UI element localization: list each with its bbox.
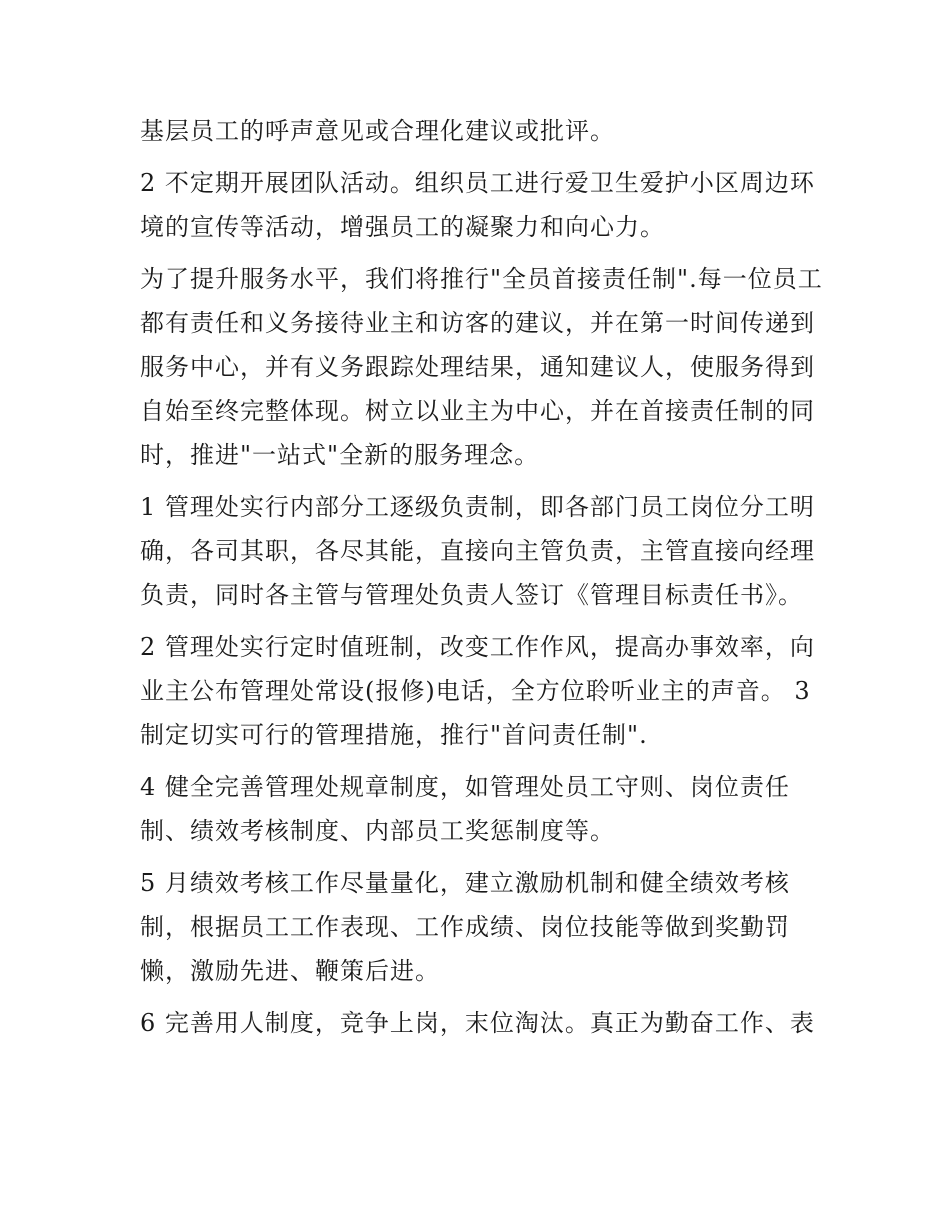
paragraph (140, 485, 830, 617)
text-line: 5 月绩效考核工作尽量量化，建立激励机制和健全绩效考核 (140, 869, 790, 897)
paragraph (140, 161, 830, 249)
text-line: 制，根据员工工作表现、工作成绩、岗位技能等做到奖勤罚 (140, 913, 790, 941)
paragraph (140, 257, 830, 477)
text-line: 1 管理处实行内部分工逐级负责制，即各部门员工岗位分工明 (140, 493, 815, 521)
text-line: 懒，激励先进、鞭策后进。 (140, 957, 440, 985)
text-line: 2 管理处实行定时值班制，改变工作作风，提高办事效率，向 (140, 633, 815, 661)
paragraph (140, 625, 830, 757)
text-line: 制定切实可行的管理措施，推行"首问责任制". (140, 721, 648, 749)
text-line: 业主公布管理处常设(报修)电话，全方位聆听业主的声音。 3 (140, 677, 811, 705)
text-line: 为了提升服务水平，我们将推行"全员首接责任制".每一位员工 (140, 265, 823, 293)
text-line: 6 完善用人制度，竞争上岗，末位淘汰。真正为勤奋工作、表 (140, 1009, 815, 1037)
paragraph (140, 765, 830, 853)
text-line: 制、绩效考核制度、内部员工奖惩制度等。 (140, 817, 615, 845)
text-line: 都有责任和义务接待业主和访客的建议，并在第一时间传递到 (140, 309, 815, 337)
paragraph (140, 861, 830, 993)
paragraph (140, 109, 830, 153)
text-line: 服务中心，并有义务跟踪处理结果，通知建议人，使服务得到 (140, 353, 815, 381)
text-line: 基层员工的呼声意见或合理化建议或批评。 (140, 117, 615, 145)
document-body (140, 109, 830, 1045)
text-line: 4 健全完善管理处规章制度，如管理处员工守则、岗位责任 (140, 773, 790, 801)
text-line: 时，推进"一站式"全新的服务理念。 (140, 441, 540, 469)
text-line: 自始至终完整体现。树立以业主为中心，并在首接责任制的同 (140, 397, 815, 425)
text-line: 确，各司其职，各尽其能，直接向主管负责，主管直接向经理 (140, 537, 815, 565)
text-line: 2 不定期开展团队活动。组织员工进行爱卫生爱护小区周边环 (140, 169, 815, 197)
text-line: 境的宣传等活动，增强员工的凝聚力和向心力。 (140, 213, 665, 241)
text-line: 负责，同时各主管与管理处负责人签订《管理目标责任书》。 (140, 581, 803, 609)
paragraph (140, 1001, 830, 1045)
